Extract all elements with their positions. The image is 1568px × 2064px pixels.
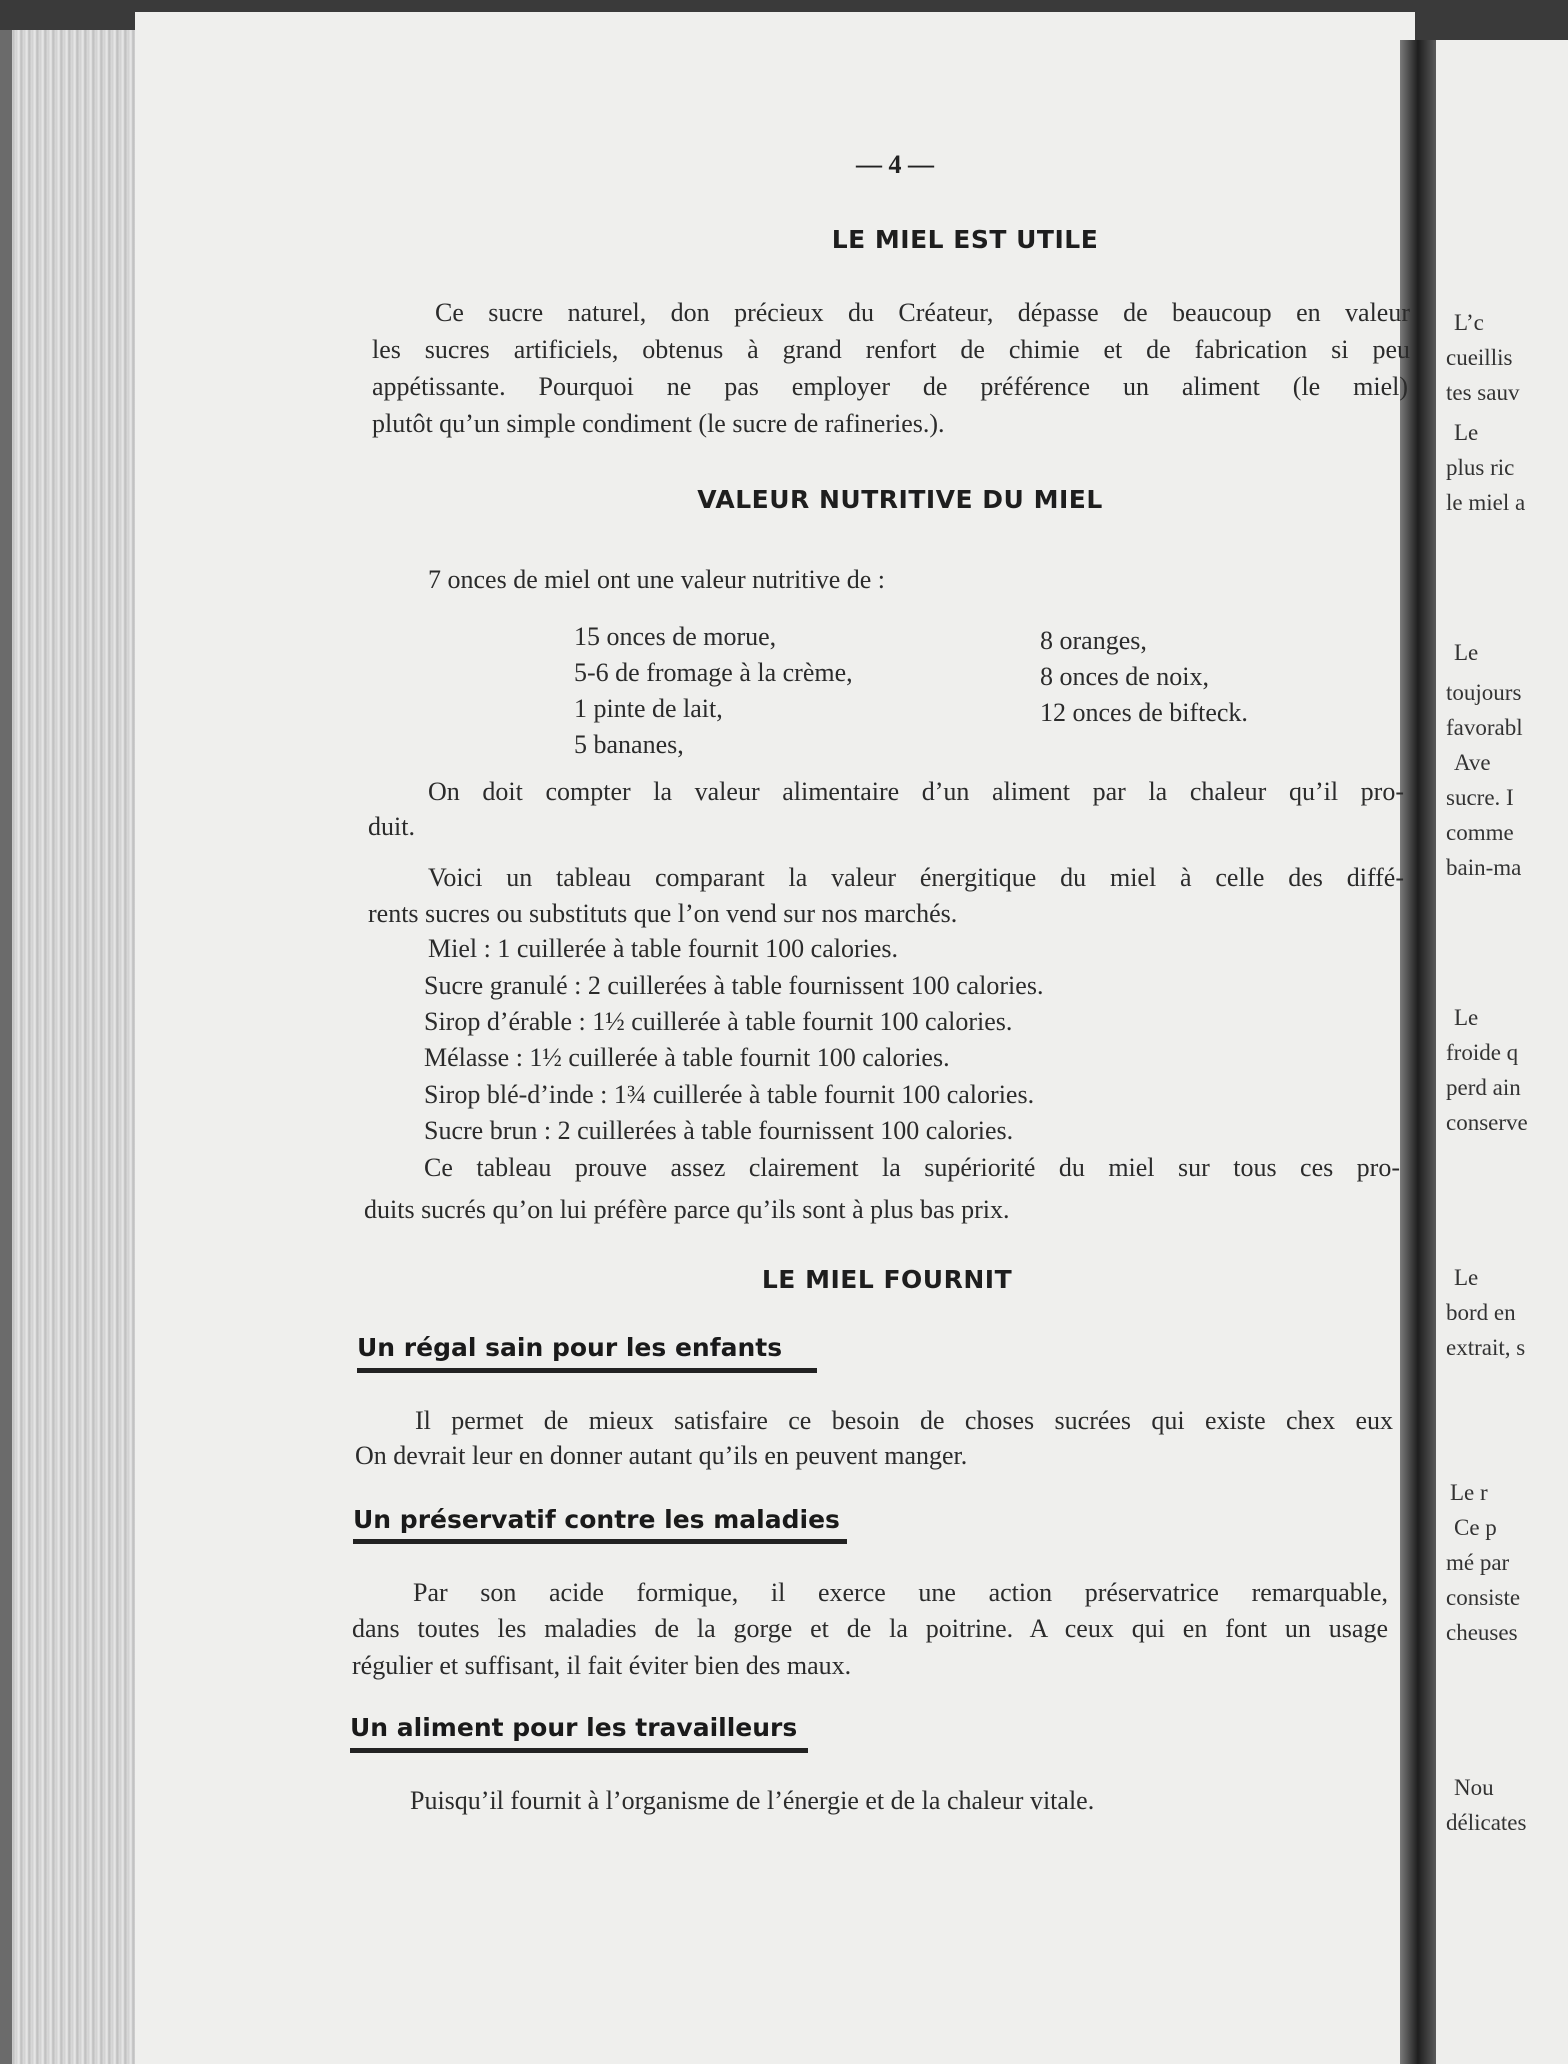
subheading-travailleurs: Un aliment pour les travailleurs [350,1713,798,1742]
right-fragment: délicates [1446,1810,1527,1835]
equivalent-item: 12 onces de bifteck. [1040,698,1248,727]
right-fragment: cueillis [1446,345,1513,370]
right-fragment: sucre. I [1446,785,1514,810]
right-fragment: extrait, s [1446,1335,1526,1360]
right-fragment: toujours [1446,680,1522,705]
paragraph-line: On doit compter la valeur alimentaire d’un aliment par la chaleur qu’il pro- [428,777,1404,806]
right-fragment: L’c [1454,310,1484,335]
subheading-enfants: Un régal sain pour les enfants [357,1333,783,1362]
paragraph-line: les sucres artificiels, obtenus à grand renfort de chimie et de fabrication si peu [372,335,1410,364]
paragraph-line: plutôt qu’un simple condiment (le sucre de rafineries.). [372,409,945,438]
section-title-text: LE MIEL EST UTILE [831,225,1099,254]
right-fragment: Le [1454,1265,1479,1290]
subheading-underline [353,1539,847,1544]
calorie-row: Mélasse : 1½ cuillerée à table fournit 100 calories. [424,1043,950,1072]
right-fragment: comme [1446,820,1514,845]
paragraph-line: Il permet de mieux satisfaire ce besoin de choses sucrées qui existe chex eux [415,1406,1393,1435]
subheading-underline [350,1748,808,1753]
calorie-row: Sucre granulé : 2 cuillerées à table fournissent 100 calories. [424,971,1044,1000]
equivalent-item: 5-6 de fromage à la crème, [574,658,853,687]
right-fragment: Ave [1454,750,1491,775]
paragraph-line: Par son acide formique, il exerce une action préservatrice remarquable, [413,1578,1388,1607]
paragraph-line: appétissante. Pourquoi ne pas employer de préférence un aliment (le miel) [372,372,1408,401]
right-fragment: froide q [1446,1040,1519,1065]
right-fragment: le miel a [1446,490,1526,515]
right-fragment: Le r [1450,1480,1488,1505]
paragraph-line: On devrait leur en donner autant qu’ils en peuvent manger. [355,1441,968,1470]
right-fragment: consiste [1446,1585,1521,1610]
paragraph-line: régulier et suffisant, il fait éviter bien des maux. [352,1651,852,1680]
right-fragment: Le [1454,1005,1479,1030]
right-fragment: conserve [1446,1110,1528,1135]
right-fragment: Le [1454,640,1479,665]
equivalent-item: 5 bananes, [574,730,684,759]
section-title-fournit [237,1265,1537,1294]
section-title-utile [315,225,1568,254]
paragraph-line: Puisqu’il fournit à l’organisme de l’énergie et de la chaleur vitale. [410,1786,1095,1815]
calorie-row: Sucre brun : 2 cuillerées à table fournissent 100 calories. [424,1116,1014,1145]
calorie-row: Sirop blé-d’inde : 1¾ cuillerée à table fournit 100 calories. [424,1080,1035,1109]
right-fragment: plus ric [1446,455,1515,480]
equivalent-item: 8 oranges, [1040,626,1147,655]
right-fragment: mé par [1446,1550,1510,1575]
right-fragment: Ce p [1454,1515,1497,1540]
right-fragment: cheuses [1446,1620,1518,1645]
equivalent-item: 8 onces de noix, [1040,662,1209,691]
subheading-underline [357,1368,817,1373]
section-title-nutritive [250,485,1550,514]
right-fragment: favorabl [1446,715,1523,740]
paragraph-line: Ce tableau prouve assez clairement la supériorité du miel sur tous ces pro- [424,1153,1400,1182]
page-number: — 4 — [856,150,934,179]
subheading-maladies: Un préservatif contre les maladies [353,1505,840,1534]
right-fragment: Nou [1454,1775,1494,1800]
calorie-row: Miel : 1 cuillerée à table fournit 100 calories. [428,934,898,963]
right-fragment: perd ain [1446,1075,1521,1100]
section-title-text: LE MIEL FOURNIT [761,1265,1013,1294]
book-cover-edge [0,30,12,2064]
paragraph-line: dans toutes les maladies de la gorge et de la poitrine. A ceux qui en font un usage [352,1614,1388,1643]
equivalent-item: 15 onces de morue, [574,622,777,651]
section-title-text: VALEUR NUTRITIVE DU MIEL [697,485,1103,514]
paragraph-line: duits sucrés qu’on lui préfère parce qu’ils sont à plus bas prix. [364,1195,1010,1224]
paragraph-line: Ce sucre naturel, don précieux du Créateur, dépasse de beaucoup en valeur [435,298,1410,327]
calorie-row: Sirop d’érable : 1½ cuillerée à table fournit 100 calories. [424,1007,1013,1036]
paragraph-line: duit. [368,812,415,841]
nutritive-intro: 7 onces de miel ont une valeur nutritive de : [428,565,886,594]
right-page [1436,40,1568,2064]
right-fragment: Le [1454,420,1479,445]
right-fragment: bord en [1446,1300,1516,1325]
right-fragment: bain-ma [1446,855,1522,880]
paragraph-line: Voici un tableau comparant la valeur énergitique du miel à celle des diffé- [428,863,1404,892]
equivalent-item: 1 pinte de lait, [574,694,723,723]
right-fragment: tes sauv [1446,380,1520,405]
paragraph-line: rents sucres ou substituts que l’on vend sur nos marchés. [368,899,958,928]
